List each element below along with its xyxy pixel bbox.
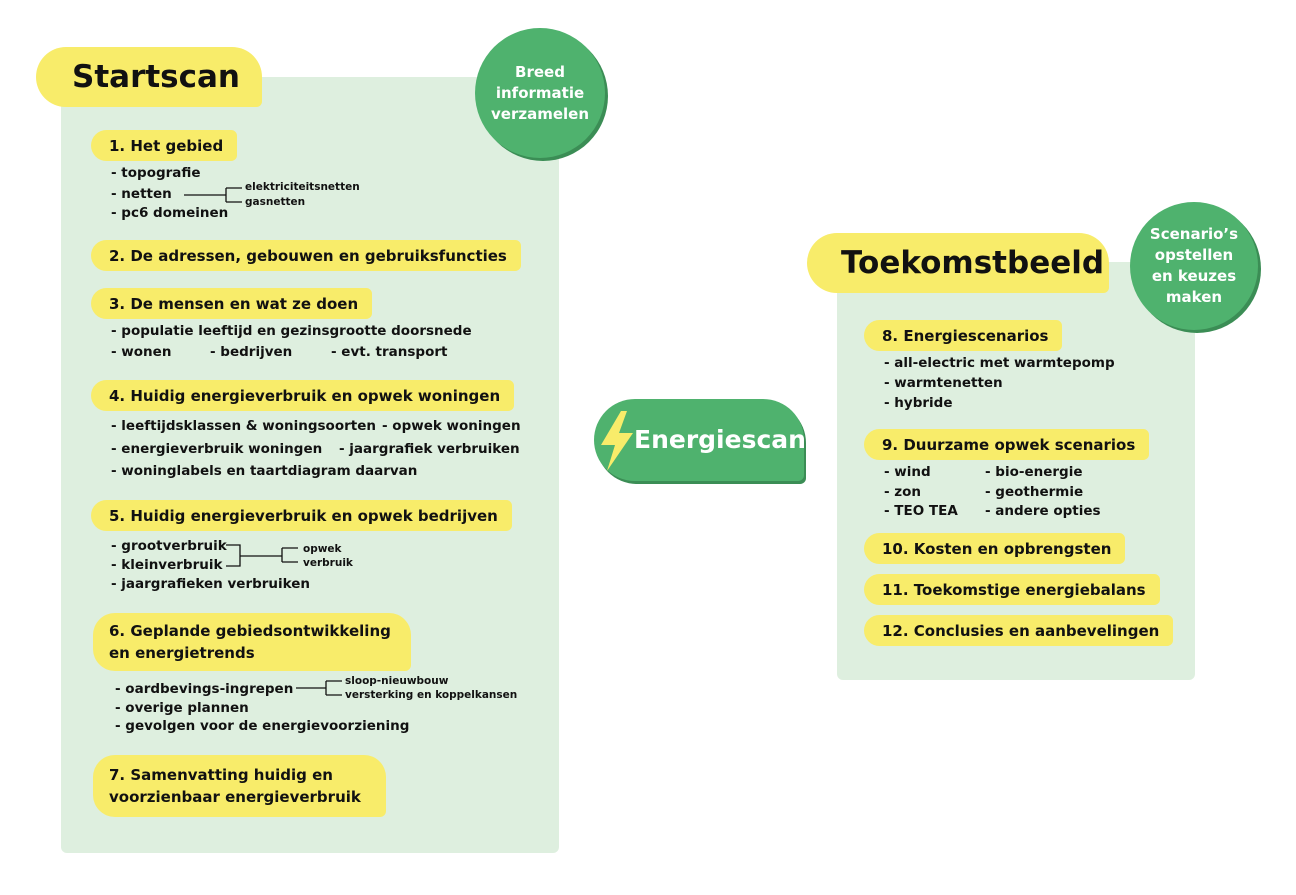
s3-item-populatie: - populatie leeftijd en gezinsgrootte doorsnede (111, 323, 472, 339)
s9-item-geothermie: - geothermie (985, 484, 1084, 500)
s1-item-topografie: - topografie (111, 165, 201, 181)
s1-item-netten: - netten (111, 186, 172, 202)
s9-item-teo-tea: - TEO TEA (884, 503, 958, 519)
s4-item-jaargrafiek: - jaargrafiek verbruiken (339, 441, 520, 457)
section-12-heading: 12. Conclusies en aanbevelingen (864, 615, 1173, 646)
s6-sub-sloop: sloop-nieuwbouw (345, 675, 449, 687)
section-5-heading: 5. Huidig energieverbruik en opwek bedrijven (91, 500, 512, 531)
startscan-title: Startscan (36, 47, 262, 107)
s4-item-energieverbruik: - energieverbruik woningen (111, 441, 323, 457)
s9-item-zon: - zon (884, 484, 922, 500)
s5-item-jaargrafieken: - jaargrafieken verbruiken (111, 576, 311, 592)
s6-item-overige: - overige plannen (115, 700, 249, 716)
s6-item-oardbevings: - oardbevings-ingrepen (115, 681, 294, 697)
section-3-heading: 3. De mensen en wat ze doen (91, 288, 372, 319)
s8-item-warmtenetten: - warmtenetten (884, 375, 1003, 391)
lightning-bolt-icon (599, 411, 635, 471)
toekomstbeeld-badge: Scenario’s opstellen en keuzes maken (1130, 202, 1258, 330)
s5-sub-opwek: opwek (303, 543, 342, 555)
section-11-heading: 11. Toekomstige energiebalans (864, 574, 1160, 605)
s4-item-leeftijdsklassen: - leeftijdsklassen & woningsoorten (111, 418, 376, 434)
s9-item-bio-energie: - bio-energie (985, 464, 1083, 480)
s4-item-woninglabels: - woninglabels en taartdiagram daarvan (111, 463, 418, 479)
section-6-heading: 6. Geplande gebiedsontwikkeling en energietrends (93, 613, 411, 671)
s1-bracket (184, 186, 244, 206)
toekomstbeeld-title: Toekomstbeeld (807, 233, 1109, 293)
s4-item-opwek-woningen: - opwek woningen (382, 418, 521, 434)
s3-item-wonen: - wonen (111, 344, 172, 360)
section-8-heading: 8. Energiescenarios (864, 320, 1062, 351)
s3-item-bedrijven: - bedrijven (210, 344, 293, 360)
s5-item-kleinverbruik: - kleinverbruik (111, 557, 223, 573)
s3-item-transport: - evt. transport (331, 344, 448, 360)
section-1-heading: 1. Het gebied (91, 130, 237, 161)
s5-sub-verbruik: verbruik (303, 557, 353, 569)
s5-bracket (226, 544, 306, 570)
s1-sub-elektriciteitsnetten: elektriciteitsnetten (245, 181, 360, 193)
s6-item-gevolgen: - gevolgen voor de energievoorziening (115, 718, 410, 734)
startscan-badge: Breed informatie verzamelen (475, 28, 605, 158)
s8-item-hybride: - hybride (884, 395, 953, 411)
s8-item-all-electric: - all-electric met warmtepomp (884, 355, 1115, 371)
s5-item-grootverbruik: - grootverbruik (111, 538, 227, 554)
s6-bracket (296, 678, 346, 700)
section-10-heading: 10. Kosten en opbrengsten (864, 533, 1125, 564)
s9-item-wind: - wind (884, 464, 931, 480)
s1-item-pc6: - pc6 domeinen (111, 205, 229, 221)
s1-sub-gasnetten: gasnetten (245, 196, 306, 208)
energiescan-badge (594, 399, 804, 481)
s6-sub-versterking: versterking en koppelkansen (345, 689, 518, 701)
s9-item-andere-opties: - andere opties (985, 503, 1101, 519)
section-7-heading: 7. Samenvatting huidig en voorzienbaar energieverbruik (93, 755, 386, 817)
energiescan-label: Energiescan (634, 425, 806, 454)
section-2-heading: 2. De adressen, gebouwen en gebruiksfuncties (91, 240, 521, 271)
section-4-heading: 4. Huidig energieverbruik en opwek woningen (91, 380, 514, 411)
section-9-heading: 9. Duurzame opwek scenarios (864, 429, 1149, 460)
